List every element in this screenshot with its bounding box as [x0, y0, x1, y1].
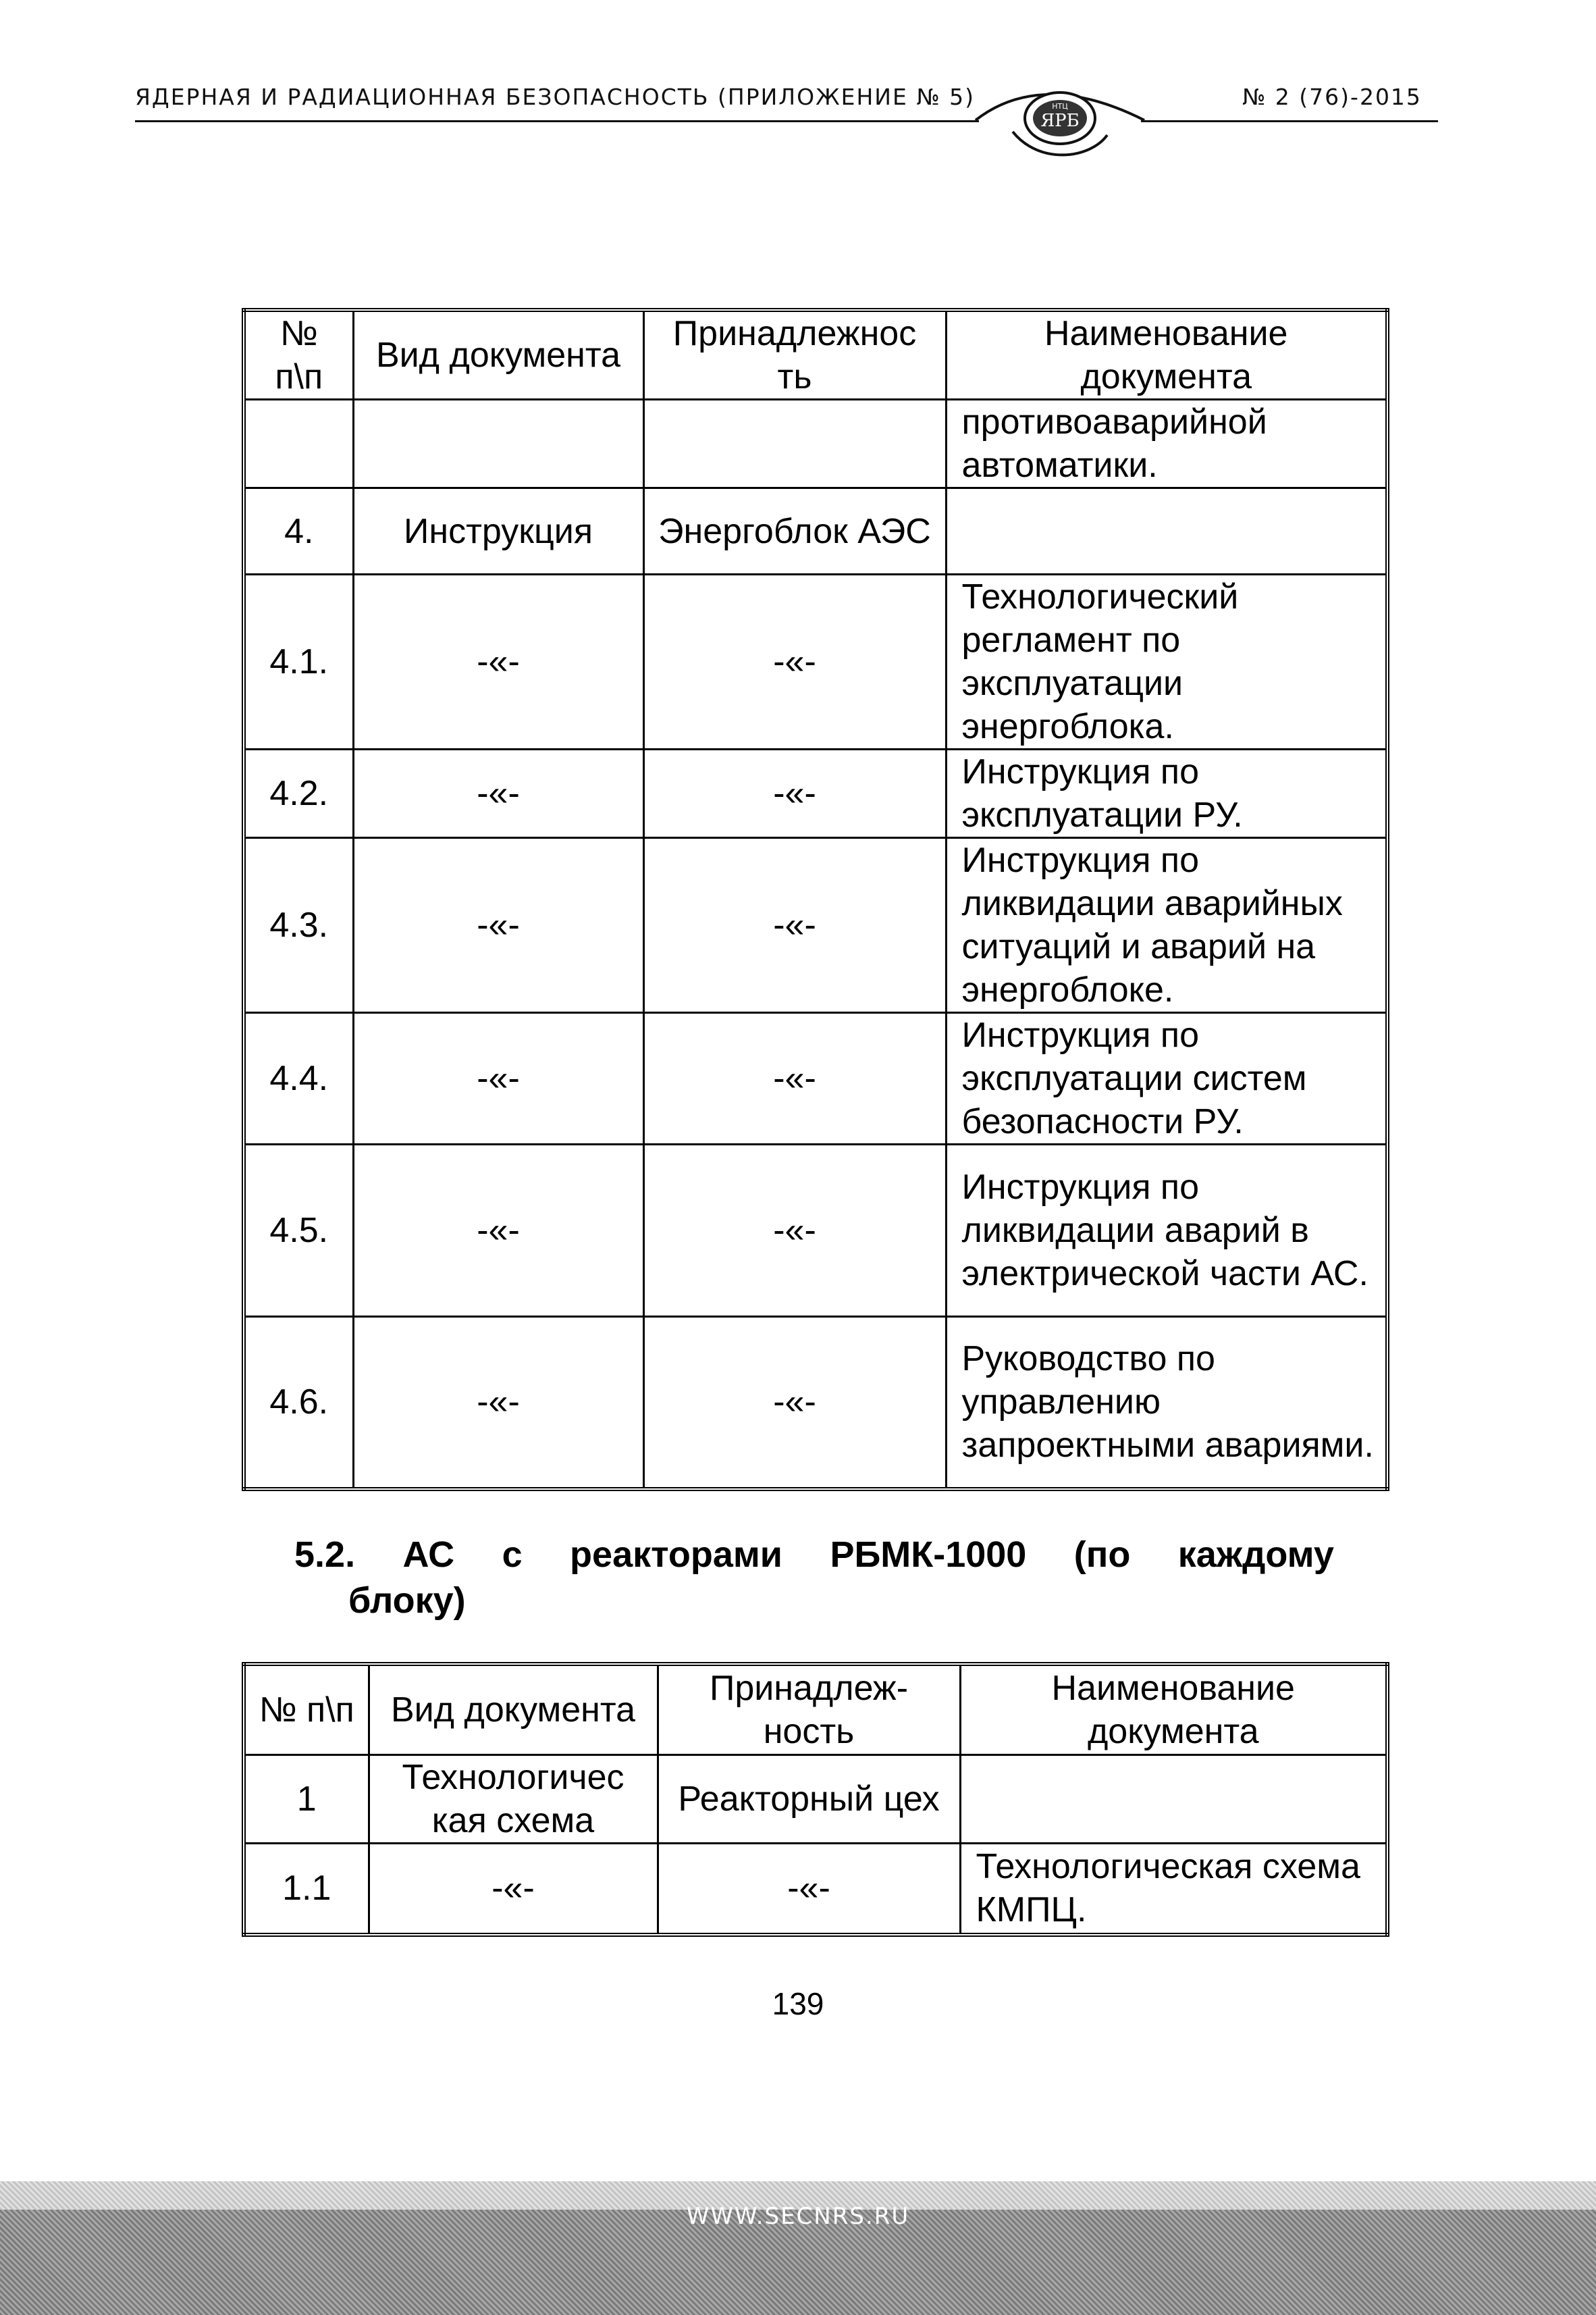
row-number: 1: [244, 1754, 369, 1843]
table-row: [244, 1317, 1387, 1489]
row-owner: -«-: [643, 1317, 946, 1489]
section-word: АС: [402, 1534, 455, 1575]
row-doc-type: -«-: [353, 838, 643, 1013]
row-doc-type: -«-: [353, 1013, 643, 1145]
section-heading: [294, 1532, 1334, 1623]
row-number: 4.5.: [244, 1145, 353, 1317]
header-doc-type: Вид документа: [369, 1664, 658, 1754]
header-doc-name: Наименование документа: [946, 310, 1387, 400]
row-number: 4.2.: [244, 750, 353, 838]
table-row: [244, 1843, 1387, 1935]
table-row: [244, 838, 1387, 1013]
header-number: № п\п: [244, 1664, 369, 1754]
documents-table-1: [242, 308, 1389, 1491]
row-doc-type: -«-: [353, 575, 643, 750]
row-owner: -«-: [643, 1013, 946, 1145]
footer-band: [0, 2181, 1596, 2315]
logo-text: ЯРБ: [1040, 111, 1080, 131]
journal-logo: [972, 64, 1148, 165]
row-doc-type: -«-: [353, 1317, 643, 1489]
section-number: 5.2.: [294, 1534, 356, 1575]
header-rule-left: [135, 120, 979, 122]
row-owner: [643, 400, 946, 488]
table-row: [244, 575, 1387, 750]
table-header-row: [244, 310, 1387, 400]
section-word: (по: [1073, 1534, 1131, 1575]
row-owner: -«-: [643, 750, 946, 838]
row-doc-name: Инструкция по ликвидации аварий в электрической части АС.: [946, 1145, 1387, 1317]
section-word: РБМК-1000: [830, 1534, 1027, 1575]
table-row: [244, 488, 1387, 575]
section-word: с: [502, 1534, 523, 1575]
table-row: [244, 1754, 1387, 1843]
row-number: 4.6.: [244, 1317, 353, 1489]
header-doc-type: Вид документа: [353, 310, 643, 400]
row-doc-name: противоаварийной автоматики.: [946, 400, 1387, 488]
row-number: 4.: [244, 488, 353, 575]
row-doc-name: Инструкция по ликвидации аварийных ситуаций и аварий на энергоблоке.: [946, 838, 1387, 1013]
row-doc-name: [946, 488, 1387, 575]
row-owner: -«-: [658, 1843, 960, 1935]
row-number: [244, 400, 353, 488]
row-owner: Реакторный цех: [658, 1754, 960, 1843]
row-doc-name: [960, 1754, 1387, 1843]
issue-number: № 2 (76)-2015: [1242, 84, 1422, 110]
footer-url[interactable]: WWW.SECNRS.RU: [686, 2203, 910, 2230]
table-row: [244, 1145, 1387, 1317]
row-doc-type: Технологичес кая схема: [369, 1754, 658, 1843]
table-row: [244, 400, 1387, 488]
row-doc-name: Руководство по управлению запроектными авариями.: [946, 1317, 1387, 1489]
row-doc-name: Инструкция по эксплуатации систем безопасности РУ.: [946, 1013, 1387, 1145]
row-doc-type: -«-: [353, 1145, 643, 1317]
row-owner: -«-: [643, 575, 946, 750]
page-number: 139: [772, 1986, 824, 2021]
documents-table-2: [242, 1662, 1389, 1937]
row-doc-name: Технологическая схема КМПЦ.: [960, 1843, 1387, 1935]
table-row: [244, 750, 1387, 838]
header-owner: Принадлежнос ть: [643, 310, 946, 400]
table-header-row: [244, 1664, 1387, 1754]
row-number: 4.3.: [244, 838, 353, 1013]
section-word: реакторами: [570, 1534, 783, 1575]
section-continuation: блоку): [348, 1580, 466, 1621]
row-number: 4.1.: [244, 575, 353, 750]
table-row: [244, 1013, 1387, 1145]
header-rule-right: [1141, 120, 1438, 122]
row-doc-type: [353, 400, 643, 488]
row-number: 1.1: [244, 1843, 369, 1935]
header-doc-name: Наименование документа: [960, 1664, 1387, 1754]
row-doc-type: Инструкция: [353, 488, 643, 575]
header-number: № п\п: [244, 310, 353, 400]
row-doc-type: -«-: [353, 750, 643, 838]
row-owner: -«-: [643, 838, 946, 1013]
row-doc-type: -«-: [369, 1843, 658, 1935]
row-owner: Энергоблок АЭС: [643, 488, 946, 575]
header-owner: Принадлеж- ность: [658, 1664, 960, 1754]
logo-small-text: НТЦ: [1052, 102, 1068, 111]
journal-title: ЯДЕРНАЯ И РАДИАЦИОННАЯ БЕЗОПАСНОСТЬ (ПРИЛОЖЕНИЕ № 5): [135, 84, 976, 110]
row-number: 4.4.: [244, 1013, 353, 1145]
row-owner: -«-: [643, 1145, 946, 1317]
row-doc-name: Инструкция по эксплуатации РУ.: [946, 750, 1387, 838]
row-doc-name: Технологический регламент по эксплуатации энергоблока.: [946, 575, 1387, 750]
section-word: каждому: [1177, 1534, 1334, 1575]
